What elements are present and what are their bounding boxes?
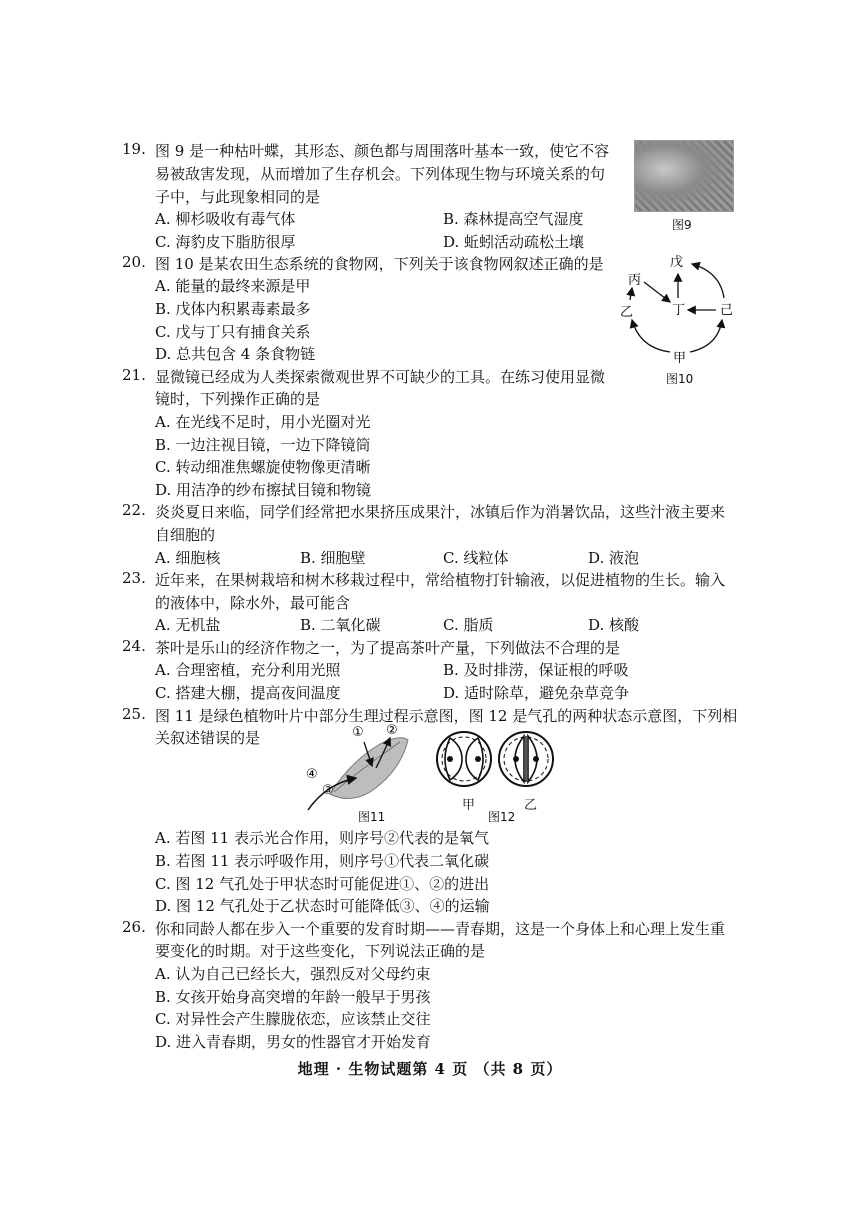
option-c: C. 搭建大棚，提高夜间温度 [155, 684, 341, 702]
option-a: A. 若图 11 表示光合作用，则序号②代表的是氧气 [155, 829, 489, 847]
option-a: A. 合理密植，充分利用光照 [155, 661, 341, 679]
question-text-line: 显微镜已经成为人类探索微观世界不可缺少的工具。在练习使用显微 [155, 368, 606, 386]
question-text-line: 易被敌害发现，从而增加了生存机会。下列体现生物与环境关系的句 [155, 165, 606, 183]
question-text-line: 近年来，在果树栽培和树木移栽过程中，常给植物打针输液，以促进植物的生长。输入 [155, 571, 726, 589]
mark-2: ② [386, 723, 398, 738]
figure-9-caption: 图9 [672, 218, 692, 232]
node-yi: 乙 [620, 305, 634, 320]
question-text-line: 自细胞的 [155, 526, 216, 544]
option-d: D. 液泡 [588, 549, 640, 567]
figure-12-caption: 图12 [488, 810, 516, 824]
node-ding: 丁 [672, 303, 686, 318]
question-number: 26. [122, 918, 146, 936]
option-a: A. 认为自己已经长大，强烈反对父母约束 [155, 965, 431, 983]
option-d: D. 核酸 [588, 616, 640, 634]
option-c: C. 转动细准焦螺旋使物像更清晰 [155, 458, 371, 476]
mark-1: ① [352, 725, 364, 740]
option-d: D. 蚯蚓活动疏松土壤 [443, 233, 585, 251]
option-c: C. 图 12 气孔处于甲状态时可能促进①、②的进出 [155, 875, 490, 893]
option-c: C. 脂质 [443, 616, 494, 634]
node-wu: 戊 [670, 255, 684, 270]
option-c: C. 海豹皮下脂肪很厚 [155, 233, 296, 251]
node-bing: 丙 [628, 273, 642, 288]
page-footer: 地理 · 生物试题第 4 页 （共 8 页） [297, 1060, 563, 1078]
question-text-line: 茶叶是乐山的经济作物之一，为了提高茶叶产量，下列做法不合理的是 [155, 639, 621, 657]
option-c: C. 戊与丁只有捕食关系 [155, 323, 311, 341]
option-c: C. 对异性会产生朦胧依恋，应该禁止交往 [155, 1010, 431, 1028]
node-ji: 己 [720, 303, 734, 318]
option-d: D. 用洁净的纱布擦拭目镜和物镜 [155, 481, 372, 499]
question-text-line: 图 10 是某农田生态系统的食物网，下列关于该食物网叙述正确的是 [155, 255, 604, 273]
option-a: A. 柳杉吸收有毒气体 [155, 210, 296, 228]
mark-4: ④ [306, 767, 318, 782]
question-text-line: 关叙述错误的是 [155, 729, 261, 747]
question-text-line: 图 11 是绿色植物叶片中部分生理过程示意图，图 12 是气孔的两种状态示意图，下列相 [155, 707, 738, 725]
question-text-line: 的液体中，除水外，最可能含 [155, 594, 351, 612]
question-text-line: 炎炎夏日来临，同学们经常把水果挤压成果汁，冰镇后作为消暑饮品，这些汁液主要来 [155, 503, 726, 521]
option-b: B. 一边注视目镜，一边下降镜筒 [155, 436, 371, 454]
question-number: 21. [122, 366, 146, 384]
leaf-butterfly-photo [634, 140, 734, 212]
question-number: 24. [122, 637, 146, 655]
option-d: D. 进入青春期，男女的性器官才开始发育 [155, 1033, 432, 1051]
mark-3: ③ [322, 783, 334, 798]
question-text-line: 图 9 是一种枯叶蝶，其形态、颜色都与周围落叶基本一致，使它不容 [155, 142, 610, 160]
question-number: 19. [122, 140, 146, 158]
question-text-line: 要变化的时期。对于这些变化，下列说法正确的是 [155, 942, 486, 960]
node-jia: 甲 [673, 351, 687, 366]
food-web-diagram [612, 248, 742, 370]
option-b: B. 及时排涝，保证根的呼吸 [443, 661, 629, 679]
question-text-line: 镜时，下列操作正确的是 [155, 390, 321, 408]
question-number: 25. [122, 705, 146, 723]
question-number: 20. [122, 253, 146, 271]
option-d: D. 图 12 气孔处于乙状态时可能降低③、④的运输 [155, 897, 490, 915]
question-text-line: 子中，与此现象相同的是 [155, 188, 321, 206]
option-b: B. 二氧化碳 [300, 616, 381, 634]
question-text-line: 你和同龄人都在步入一个重要的发育时期——青春期，这是一个身体上和心理上发生重 [155, 920, 726, 938]
option-c: C. 线粒体 [443, 549, 509, 567]
option-a: A. 在光线不足时，用小光圈对光 [155, 413, 371, 431]
question-number: 22. [122, 501, 146, 519]
option-b: B. 女孩开始身高突增的年龄一般早于男孩 [155, 988, 431, 1006]
leaf-process-diagram [300, 722, 410, 814]
option-a: A. 无机盐 [155, 616, 221, 634]
figure-11-caption: 图11 [358, 810, 386, 824]
option-b: B. 森林提高空气湿度 [443, 210, 584, 228]
option-a: A. 细胞核 [155, 549, 221, 567]
stoma-label-jia: 甲 [462, 798, 476, 813]
option-d: D. 总共包含 4 条食物链 [155, 345, 316, 363]
option-a: A. 能量的最终来源是甲 [155, 277, 311, 295]
question-number: 23. [122, 569, 146, 587]
stoma-label-yi: 乙 [524, 798, 538, 813]
figure-10-caption: 图10 [666, 372, 694, 386]
option-b: B. 细胞壁 [300, 549, 366, 567]
option-d: D. 适时除草，避免杂草竞争 [443, 684, 630, 702]
option-b: B. 若图 11 表示呼吸作用，则序号①代表二氧化碳 [155, 852, 490, 870]
stomata-diagram [436, 728, 554, 790]
option-b: B. 戊体内积累毒素最多 [155, 300, 311, 318]
